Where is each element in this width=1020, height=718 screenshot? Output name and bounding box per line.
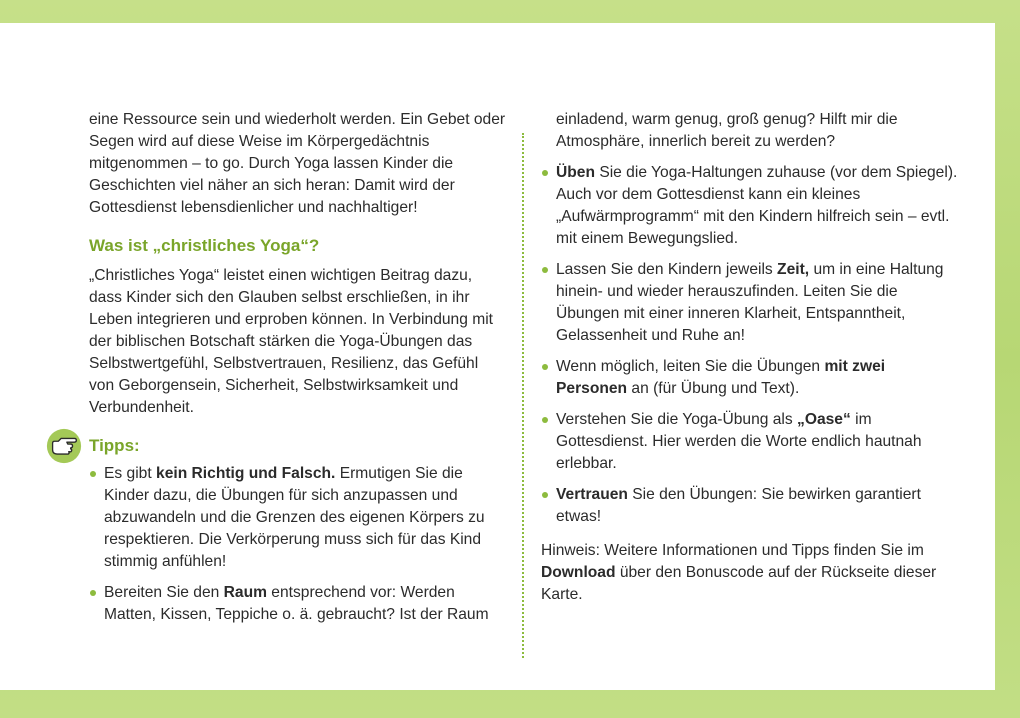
intro-paragraph: eine Ressource sein und wiederholt werden. Ein Gebet oder Segen wird auf diese Weise im Körpergedächtnis mitgenommen – to go. Durch Yoga lassen Kinder die Geschichten viel näher an sich heran: Damit wird der Gottesdienst lebensdienlicher und nachhaltiger! — [89, 111, 506, 216]
pointing-hand-icon — [45, 427, 83, 465]
body-paragraph: „Christliches Yoga“ leistet einen wichtigen Beitrag dazu, dass Kinder sich den Glauben selbst erschließen, in ihr Leben integrieren und erproben können. In Verbindung mit der biblischen Botschaft stärken die Yoga-Übungen das Selbstwertgefühl, Selbstvertrauen, Resilienz, das Gefühl von Geborgensein, Sicherheit, Selbstwirksamkeit und Verbundenheit. — [89, 267, 493, 416]
list-item: Üben Sie die Yoga-Haltungen zuhause (vor dem Spiegel). Auch vor dem Gottesdienst kann ein kleines „Aufwärmprogramm“ mit den Kindern hilfreich sein – evtl. mit einem Bewegungslied. — [541, 162, 959, 250]
list-item-continued: einladend, warm genug, groß genug? Hilft mir die Atmosphäre, innerlich bereit zu werden? — [556, 111, 898, 150]
list-item: Wenn möglich, leiten Sie die Übungen mit zwei Personen an (für Übung und Text). — [541, 356, 959, 400]
left-column — [89, 109, 507, 635]
right-column — [541, 109, 959, 606]
hint-paragraph: Hinweis: Weitere Informationen und Tipps finden Sie im Download über den Bonuscode auf der Rückseite dieser Karte. — [541, 542, 937, 603]
list-item: Verstehen Sie die Yoga-Übung als „Oase“ im Gottesdienst. Hier werden die Worte endlich hautnah erlebbar. — [541, 409, 959, 475]
tips-heading: Tipps: — [89, 436, 140, 455]
tips-list — [89, 463, 507, 626]
list-item: Lassen Sie den Kindern jeweils Zeit, um in eine Haltung hinein- und wieder herauszufinden. Leiten Sie die Übungen mit einer inneren Klarheit, Entspanntheit, Gelassenheit und Ruhe an! — [541, 259, 959, 347]
column-divider — [522, 133, 524, 658]
tips-list-continued — [541, 109, 959, 528]
section-heading: Was ist „christliches Yoga“? — [89, 236, 320, 255]
list-item: Bereiten Sie den Raum entsprechend vor: Werden Matten, Kissen, Teppiche o. ä. gebraucht? Ist der Raum — [89, 582, 507, 626]
list-item: Vertrauen Sie den Übungen: Sie bewirken garantiert etwas! — [541, 484, 959, 528]
tips-header — [89, 435, 507, 457]
list-item: Es gibt kein Richtig und Falsch. Ermutigen Sie die Kinder dazu, die Übungen für sich anzupassen und abzuwandeln und die Grenzen des eigenen Körpers zu respektieren. Die Verkörperung muss sich für das Kind stimmig anfühlen! — [89, 463, 507, 573]
